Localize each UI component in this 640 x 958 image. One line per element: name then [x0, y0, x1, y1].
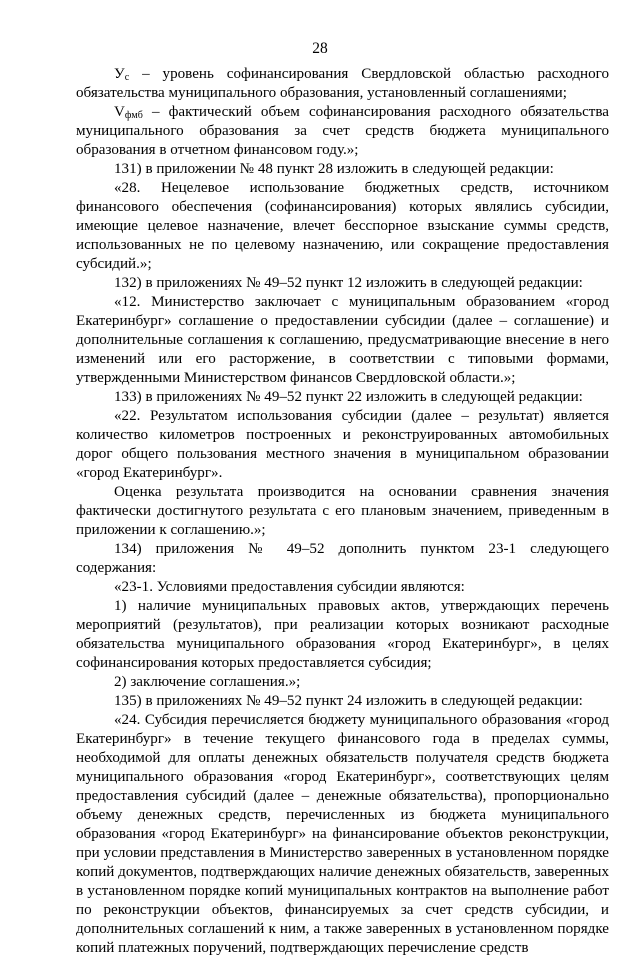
paragraph-item-131: 131) в приложении № 48 пункт 28 изложить в следующей редакции: [114, 161, 554, 177]
symbol-v: V [114, 104, 125, 120]
paragraph-item-135: 135) в приложениях № 49–52 пункт 24 изложить в следующей редакции: [114, 693, 583, 709]
definition-text: – уровень софинансирования Свердловской областью расходного обязательства муниципального образования, установленный соглашениями; [76, 66, 609, 101]
paragraph-result-evaluation: Оценка результата производится на основании сравнения значения фактически достигнутого результата с его плановым значением, приведенным в приложении к соглашению.»; [76, 484, 609, 538]
paragraph-clause-24: «24. Субсидия перечисляется бюджету муниципального образования «город Екатеринбург» в течение текущего финансового года в пределах суммы, необходимой для оплаты денежных обязательств получателя средств бюджета муниципального образования «город Екатеринбург», соответствующих целям предоставления субсидий (далее – денежные обязательства), пропорционально объему денежных средств, перечисленных из бюджета муниципального образования «город Екатеринбург» на финансирование объектов реконструкции, при условии представления в Министерство заверенных в установленном порядке копий документов, подтверждающих наличие денежных обязательств, заверенных в установленном порядке копий муниципальных контрактов на выполнение работ по реконструкции объектов, финансируемых за счет средств субсидии, и дополнительных соглашений к ним, а также заверенных в установленном порядке копий платежных поручений, подтверждающих перечисление средств [76, 712, 609, 956]
document-body [76, 65, 609, 958]
paragraph-condition-2: 2) заключение соглашения.»; [114, 674, 301, 690]
subscript-s: с [124, 72, 130, 83]
paragraph-clause-12: «12. Министерство заключает с муниципальным образованием «город Екатеринбург» соглашение о предоставлении субсидии (далее – соглашение) и дополнительные соглашения к соглашению, предусматривающие внесение в него изменений или его расторжение, в соответствии с типовыми формами, утвержденными Министерством финансов Свердловской области.»; [76, 294, 609, 386]
paragraph-definition-us [76, 65, 609, 103]
paragraph-condition-1: 1) наличие муниципальных правовых актов, утверждающих перечень мероприятий (результатов), при реализации которых возникают расходные обязательства муниципального образования «город Екатеринбург», в целях софинансирования которых предоставляется субсидия; [76, 598, 609, 671]
page-number: 28 [312, 40, 328, 57]
subscript-fmb: фмб [124, 110, 143, 121]
definition-text: – фактический объем софинансирования расходного обязательства муниципального образования за счет средств бюджета муниципального образования в отчетном финансовом году.»; [76, 104, 609, 158]
paragraph-item-133: 133) в приложениях № 49–52 пункт 22 изложить в следующей редакции: [114, 389, 583, 405]
paragraph-clause-22: «22. Результатом использования субсидии (далее – результат) является количество километров построенных и реконструированных автомобильных дорог общего пользования местного значения в муниципальном образовании «город Екатеринбург». [76, 408, 609, 481]
paragraph-item-134: 134) приложения № 49–52 дополнить пунктом 23-1 следующего содержания: [76, 541, 609, 576]
paragraph-clause-23-1: «23-1. Условиями предоставления субсидии являются: [114, 579, 465, 595]
symbol-u: У [114, 66, 125, 82]
paragraph-clause-28: «28. Нецелевое использование бюджетных средств, источником финансового обеспечения (софинансирования) которых являлись субсидии, имеющие целевое назначение, влечет бесспорное взыскание суммы средств, использованных не по целевому назначению, или сокращение предоставления субсидий.»; [76, 180, 609, 272]
paragraph-definition-vfmb [76, 103, 609, 160]
paragraph-item-132: 132) в приложениях № 49–52 пункт 12 изложить в следующей редакции: [114, 275, 583, 291]
